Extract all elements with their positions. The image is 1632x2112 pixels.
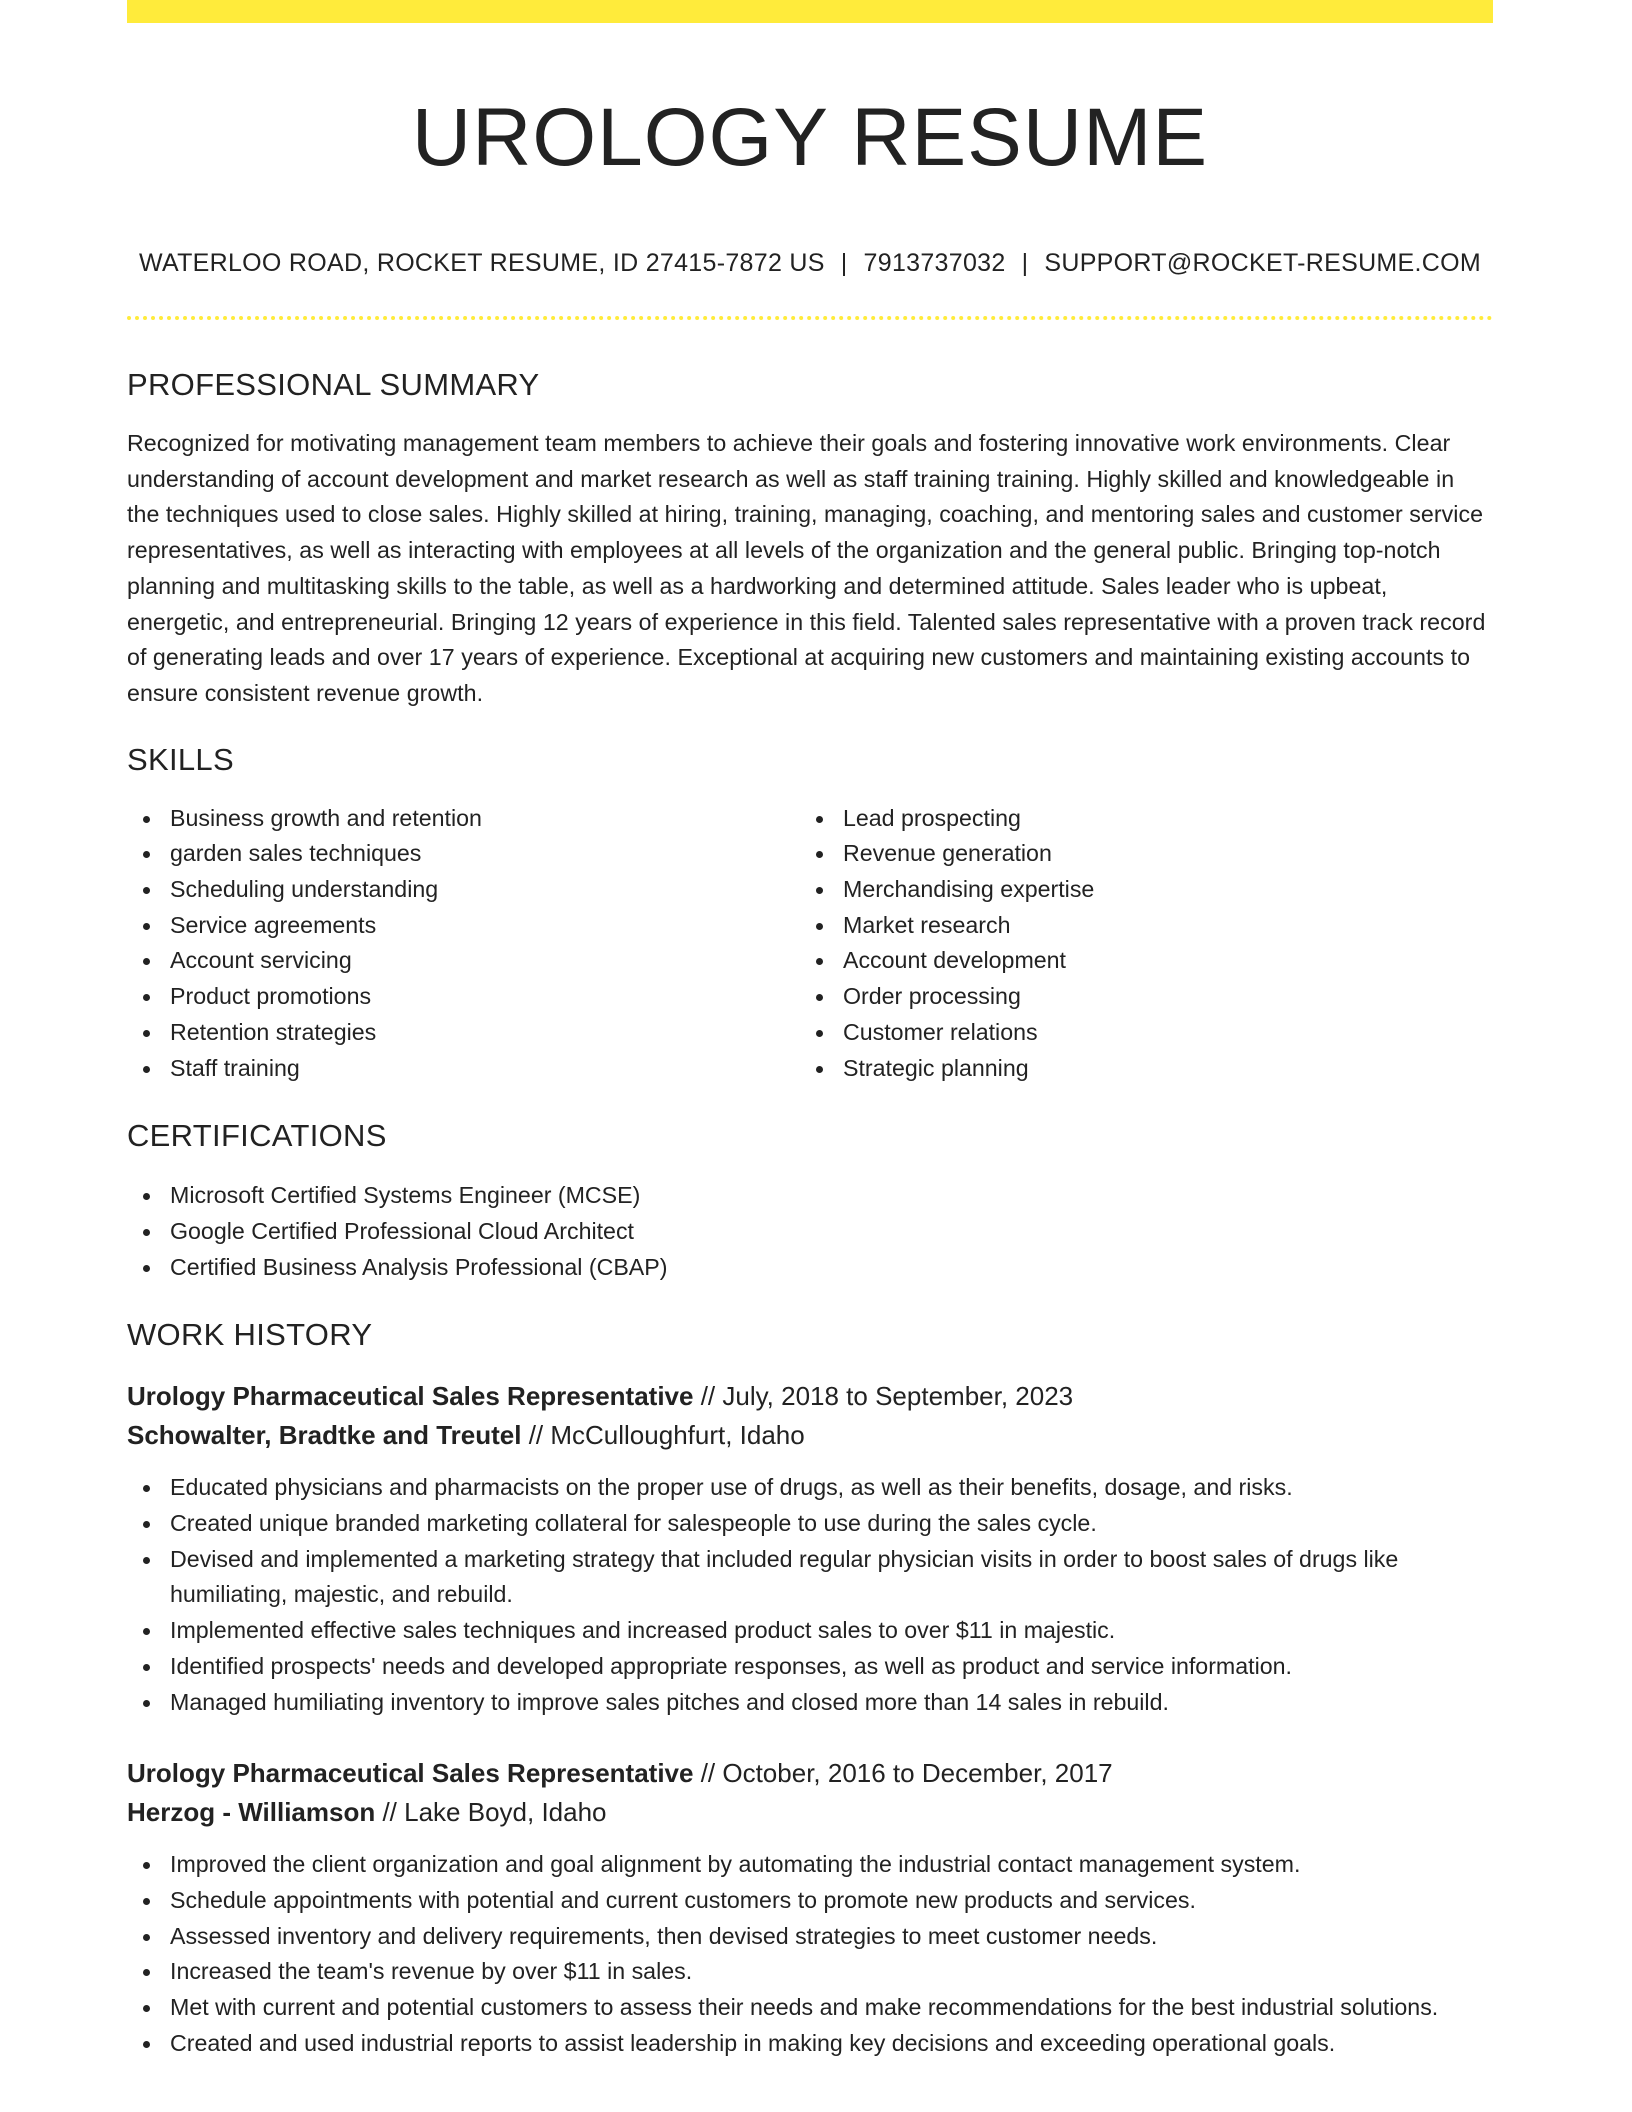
- skill-item: Strategic planning: [800, 1051, 1473, 1087]
- job-entry: [127, 1377, 1493, 1720]
- skill-item: garden sales techniques: [127, 836, 800, 872]
- skill-item: Lead prospecting: [800, 801, 1473, 837]
- resume-page: [127, 0, 1493, 2062]
- summary-heading: PROFESSIONAL SUMMARY: [127, 367, 540, 402]
- skill-item: Staff training: [127, 1051, 800, 1087]
- skills-list-left: [127, 801, 800, 1087]
- contact-address: WATERLOO ROAD, ROCKET RESUME, ID 27415-7872 US: [138, 249, 825, 277]
- job-bullet: Schedule appointments with potential and current customers to promote new products and services.: [127, 1883, 1493, 1919]
- job-entry: [127, 1754, 1493, 2061]
- work-history-section: [127, 1315, 1493, 2061]
- skill-item: Account servicing: [127, 943, 800, 979]
- job-company-line: [127, 1793, 1493, 1832]
- job-bullets: [127, 1470, 1493, 1720]
- skill-item: Scheduling understanding: [127, 872, 800, 908]
- resume-title: UROLOGY RESUME: [411, 92, 1209, 183]
- certifications-section: [127, 1116, 1493, 1285]
- certification-item: Google Certified Professional Cloud Architect: [127, 1214, 1493, 1250]
- certification-item: Microsoft Certified Systems Engineer (MCSE): [127, 1178, 1493, 1214]
- job-location: // Lake Boyd, Idaho: [375, 1797, 607, 1828]
- accent-top-bar: [127, 0, 1493, 23]
- contact-email[interactable]: SUPPORT@ROCKET-RESUME.COM: [1044, 249, 1482, 277]
- job-company: Herzog - Williamson: [127, 1797, 376, 1828]
- job-role: Urology Pharmaceutical Sales Representative: [127, 1381, 694, 1412]
- job-bullets: [127, 1847, 1493, 2061]
- job-bullet: Created unique branded marketing collateral for salespeople to use during the sales cycle.: [127, 1506, 1493, 1542]
- job-location: // McCulloughfurt, Idaho: [521, 1420, 805, 1451]
- contact-separator: |: [1021, 249, 1029, 277]
- skill-item: Merchandising expertise: [800, 872, 1473, 908]
- certifications-heading: CERTIFICATIONS: [127, 1118, 387, 1154]
- contact-line: [127, 247, 1493, 279]
- job-role-line: [127, 1754, 1493, 1793]
- skills-heading: SKILLS: [127, 741, 234, 777]
- job-bullet: Assessed inventory and delivery requirements, then devised strategies to meet customer needs.: [127, 1919, 1493, 1955]
- job-role: Urology Pharmaceutical Sales Representative: [127, 1758, 694, 1789]
- skill-item: Retention strategies: [127, 1015, 800, 1051]
- job-bullet: Devised and implemented a marketing strategy that included regular physician visits in order to boost sales of drugs like humiliating, majestic, and rebuild.: [127, 1542, 1493, 1613]
- summary-section: [127, 365, 1493, 712]
- skill-item: Customer relations: [800, 1015, 1473, 1051]
- skill-item: Service agreements: [127, 908, 800, 944]
- skill-item: Order processing: [800, 979, 1473, 1015]
- job-bullet: Educated physicians and pharmacists on the proper use of drugs, as well as their benefits, dosage, and risks.: [127, 1470, 1493, 1506]
- skill-item: Market research: [800, 908, 1473, 944]
- skill-item: Revenue generation: [800, 836, 1473, 872]
- skill-item: Account development: [800, 943, 1473, 979]
- contact-phone[interactable]: 7913737032: [863, 249, 1006, 277]
- job-bullet: Implemented effective sales techniques and increased product sales to over $11 in majestic.: [127, 1613, 1493, 1649]
- job-bullet: Increased the team's revenue by over $11 in sales.: [127, 1954, 1493, 1990]
- job-bullet: Created and used industrial reports to assist leadership in making key decisions and exceeding operational goals.: [127, 2026, 1493, 2062]
- job-bullet: Improved the client organization and goal alignment by automating the industrial contact management system.: [127, 1847, 1493, 1883]
- job-bullet: Managed humiliating inventory to improve sales pitches and closed more than 14 sales in rebuild.: [127, 1685, 1493, 1721]
- job-company: Schowalter, Bradtke and Treutel: [127, 1420, 522, 1451]
- job-role-line: [127, 1377, 1493, 1416]
- certification-item: Certified Business Analysis Professional (CBAP): [127, 1250, 1493, 1286]
- job-bullet: Identified prospects' needs and developed appropriate responses, as well as product and service information.: [127, 1649, 1493, 1685]
- skills-grid: [127, 801, 1493, 1087]
- job-dates: // July, 2018 to September, 2023: [693, 1381, 1074, 1412]
- certifications-list: [127, 1178, 1493, 1285]
- contact-separator: |: [840, 249, 848, 277]
- dotted-divider: [127, 316, 1493, 320]
- summary-text: Recognized for motivating management team members to achieve their goals and fostering innovative work environments. Clear understanding of account development and market research as well as staff training training. Highly skilled and knowledgeable in the techniques used to close sales. Highly skilled at hiring, training, managing, coaching, and mentoring sales and customer service representatives, as well as interacting with employees at all levels of the organization and the general public. Bringing top-notch planning and multitasking skills to the table, as well as a hardworking and determined attitude. Sales leader who is upbeat, energetic, and entrepreneurial. Bringing 12 years of experience in this field. Talented sales representative with a proven track record of generating leads and over 17 years of experience. Exceptional at acquiring new customers and maintaining existing accounts to ensure consistent revenue growth.: [127, 430, 1486, 706]
- skill-item: Product promotions: [127, 979, 800, 1015]
- work-history-heading: WORK HISTORY: [127, 1317, 373, 1353]
- skills-list-right: [800, 801, 1473, 1087]
- job-dates: // October, 2016 to December, 2017: [693, 1758, 1113, 1789]
- job-company-line: [127, 1416, 1493, 1455]
- skill-item: Business growth and retention: [127, 801, 800, 837]
- job-bullet: Met with current and potential customers to assess their needs and make recommendations for the best industrial solutions.: [127, 1990, 1493, 2026]
- skills-section: [127, 740, 1493, 1087]
